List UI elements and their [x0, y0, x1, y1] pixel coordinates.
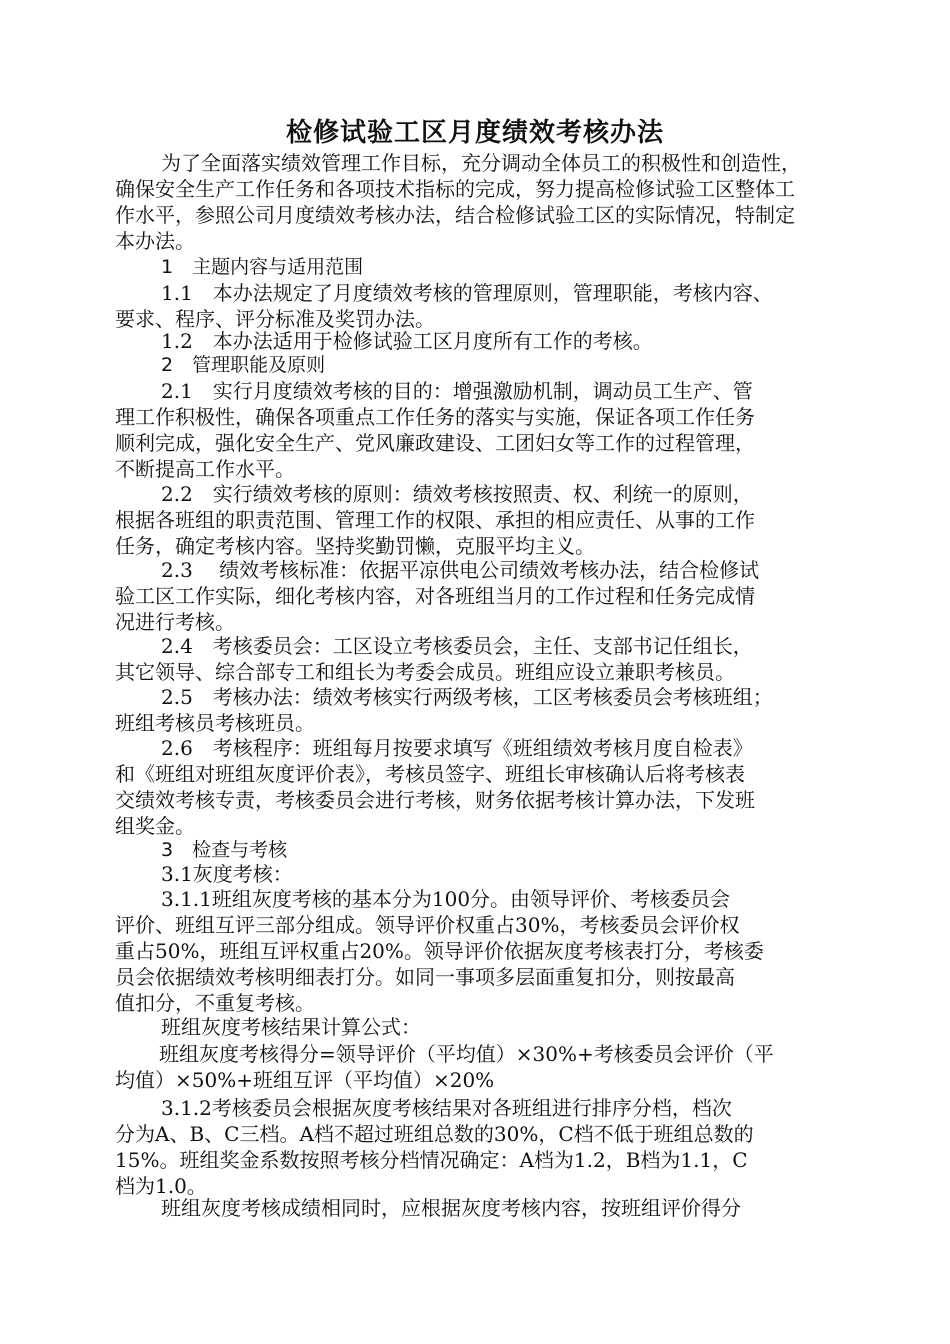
text-line: 不断提高工作水平。	[115, 457, 295, 481]
text-line: 2.3 绩效考核标准：依据平凉供电公司绩效考核办法，结合检修试	[161, 558, 760, 582]
paragraph-2-4	[115, 633, 895, 685]
text-line: 2.2 实行绩效考核的原则：绩效考核按照责、权、利统一的原则，	[161, 482, 753, 506]
text-line: 1.2 本办法适用于检修试验工区月度所有工作的考核。	[161, 329, 653, 353]
text-line: 值扣分，不重复考核。	[115, 991, 315, 1015]
formula	[115, 1041, 895, 1093]
formula-label	[115, 1014, 895, 1040]
paragraph-1-1	[115, 280, 895, 332]
text-line: 1.1 本办法规定了月度绩效考核的管理原则，管理职能，考核内容、	[161, 281, 773, 305]
text-line: 评价、班组互评三部分组成。领导评价权重占30%，考核委员会评价权	[115, 913, 740, 937]
text-line: 重占50%，班组互评权重占20%。领导评价依据灰度考核表打分，考核委	[115, 939, 764, 963]
text-line: 3.1灰度考核：	[161, 862, 293, 886]
text-line: 2.4 考核委员会：工区设立考核委员会，主任、支部书记任组长，	[161, 634, 753, 658]
paragraph-3-1	[115, 861, 895, 887]
paragraph-2-1	[115, 378, 895, 482]
paragraph-2-2	[115, 481, 895, 559]
text-line: 3.1.2考核委员会根据灰度考核结果对各班组进行排序分档，档次	[161, 1096, 732, 1120]
section-heading: 1 主题内容与适用范围	[161, 256, 364, 278]
text-line: 和《班组对班组灰度评价表》，考核员签字、班组长审核确认后将考核表	[115, 762, 745, 786]
text-line: 15%。班组奖金系数按照考核分档情况确定：A档为1.2，B档为1.1，C	[115, 1148, 748, 1172]
text-line: 班组灰度考核得分=领导评价（平均值）×30%+考核委员会评价（平	[159, 1042, 774, 1066]
text-line: 班组灰度考核结果计算公式：	[161, 1015, 421, 1039]
text-line: 根据各班组的职责范围、管理工作的权限、承担的相应责任、从事的工作	[115, 508, 755, 532]
text-line: 确保安全生产工作任务和各项技术指标的完成，努力提高检修试验工区整体工	[115, 177, 795, 201]
text-line: 班组考核员考核班员。	[115, 711, 315, 735]
paragraph-last	[115, 1195, 895, 1221]
text-line: 档为1.0。	[115, 1174, 207, 1198]
document-title: 检修试验工区月度绩效考核办法	[285, 118, 664, 148]
paragraph-2-6	[115, 735, 895, 839]
text-line: 交绩效考核专责，考核委员会进行考核，财务依据考核计算办法，下发班	[115, 788, 755, 812]
text-line: 本办法。	[115, 229, 195, 253]
section-heading: 2 管理职能及原则	[161, 354, 326, 376]
text-line: 作水平，参照公司月度绩效考核办法，结合检修试验工区的实际情况，特制定	[115, 203, 795, 227]
text-line: 顺利完成，强化安全生产、党风廉政建设、工团妇女等工作的过程管理，	[115, 431, 755, 455]
text-line: 2.5 考核办法：绩效考核实行两级考核，工区考核委员会考核班组；	[161, 685, 773, 709]
paragraph-2-3	[115, 557, 895, 635]
text-line: 况进行考核。	[115, 610, 235, 634]
text-line: 2.1 实行月度绩效考核的目的：增强激励机制，调动员工生产、管	[161, 379, 753, 403]
paragraph-3-1-1	[115, 886, 895, 1016]
text-line: 组奖金。	[115, 814, 195, 838]
paragraph-3-1-2	[115, 1095, 895, 1199]
text-line: 3.1.1班组灰度考核的基本分为100分。由领导评价、考核委员会	[161, 887, 731, 911]
text-line: 为了全面落实绩效管理工作目标，充分调动全体员工的积极性和创造性，	[161, 151, 801, 175]
text-line: 验工区工作实际，细化考核内容，对各班组当月的工作过程和任务完成情	[115, 584, 755, 608]
paragraph-1-2	[115, 328, 895, 354]
intro-paragraph	[115, 150, 895, 254]
text-line: 2.6 考核程序：班组每月按要求填写《班组绩效考核月度自检表》	[161, 736, 753, 760]
text-line: 要求、程序、评分标准及奖罚办法。	[115, 307, 435, 331]
text-line: 均值）×50%+班组互评（平均值）×20%	[115, 1068, 495, 1092]
paragraph-2-5	[115, 684, 895, 736]
section-heading: 3 检查与考核	[161, 839, 288, 861]
text-line: 任务，确定考核内容。坚持奖勤罚懒，克服平均主义。	[115, 534, 595, 558]
text-line: 其它领导、综合部专工和组长为考委会成员。班组应设立兼职考核员。	[115, 660, 735, 684]
text-line: 理工作积极性，确保各项重点工作任务的落实与实施，保证各项工作任务	[115, 405, 755, 429]
text-line: 分为A、B、C三档。A档不超过班组总数的30%，C档不低于班组总数的	[115, 1122, 754, 1146]
text-line: 员会依据绩效考核明细表打分。如同一事项多层面重复扣分，则按最高	[115, 965, 735, 989]
text-line: 班组灰度考核成绩相同时，应根据灰度考核内容，按班组评价得分	[161, 1196, 741, 1220]
